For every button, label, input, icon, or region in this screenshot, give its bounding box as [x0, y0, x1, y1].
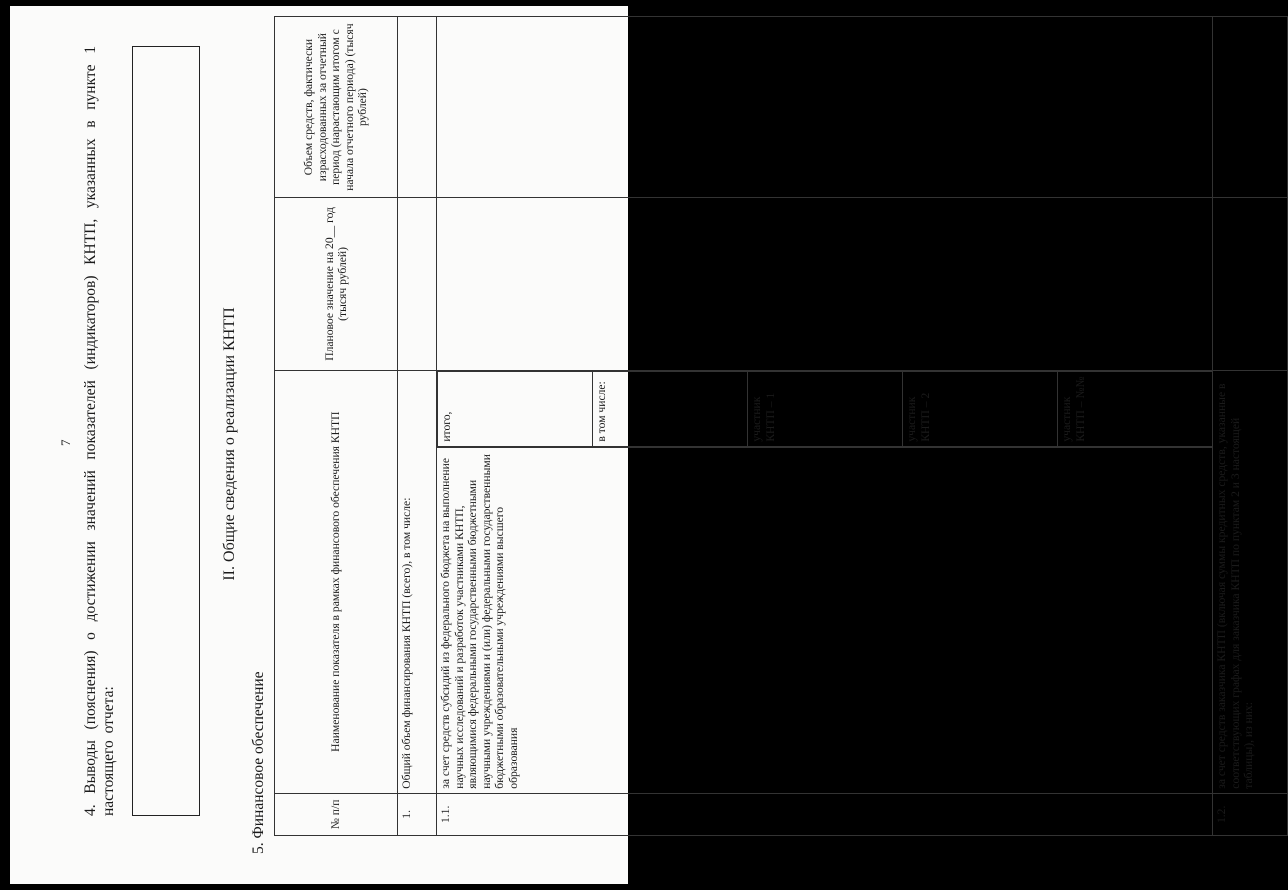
plan-cell: [437, 198, 1213, 370]
table-header-row: [275, 17, 398, 836]
sub-item: итого,: [438, 371, 593, 446]
participants-cell: [437, 370, 1213, 447]
financing-table: [274, 16, 1288, 836]
fact-cell: [437, 17, 1213, 198]
row-num: 1.2.: [1213, 793, 1288, 835]
header-plan: Плановое значение на 20__ год (тысяч рублей): [275, 198, 398, 370]
sub-item: участник КНТП – 1: [748, 371, 903, 446]
rotated-content: [22, 14, 1255, 874]
row-num: 1.1.: [437, 793, 1213, 835]
subsection-heading: 5. Финансовое обеспечение: [250, 671, 267, 854]
table-row: [1213, 17, 1288, 836]
row-name: за счет средств заказчика КНТП (включая суммы кредитных средств, указанные в соответствующих графах для заказчика КНТП по пунктам 2 и 3 настоящей таблицы), из них:: [1213, 370, 1288, 793]
fact-cell: [398, 17, 437, 198]
row-num: 1.: [398, 793, 437, 835]
row-name: за счет средств субсидий из федерального бюджета на выполнение научных исследований и разработок участниками КНТП, являющимися федеральными государственными бюджетными научными учреждениями и (или) федеральными государственными бюджетными образовательными учреждениями высшего образования: [437, 447, 1213, 793]
table-row: [398, 17, 437, 836]
fact-cell: [1213, 17, 1288, 198]
conclusions-box: [132, 46, 200, 816]
row-name: Общий объем финансирования КНТП (всего), в том числе:: [398, 370, 437, 793]
sub-item: в том числе:: [593, 371, 748, 446]
plan-cell: [1213, 198, 1288, 370]
participants-subtable: [437, 371, 1212, 447]
plan-cell: [398, 198, 437, 370]
sub-item: участник КНТП – №№: [1058, 371, 1213, 446]
table-row: [437, 17, 1213, 836]
section-heading: II. Общие сведения о реализации КНТП: [221, 307, 238, 581]
page-number: 7: [58, 439, 73, 446]
header-name: Наименование показателя в рамках финансового обеспечения КНТП: [275, 370, 398, 793]
header-fact: Объем средств, фактически израсходованных за отчетный период (нарастающим итогом с начала отчетного периода) (тысяч рублей): [275, 17, 398, 198]
conclusions-label: 4. Выводы (пояснения) о достижении значений показателей (индикаторов) КНТП, указанных в пункте 1 настоящего отчета:: [82, 46, 117, 816]
sub-item: участник КНТП – 2: [903, 371, 1058, 446]
header-num: № п/п: [275, 793, 398, 835]
document-page: [10, 6, 1255, 884]
